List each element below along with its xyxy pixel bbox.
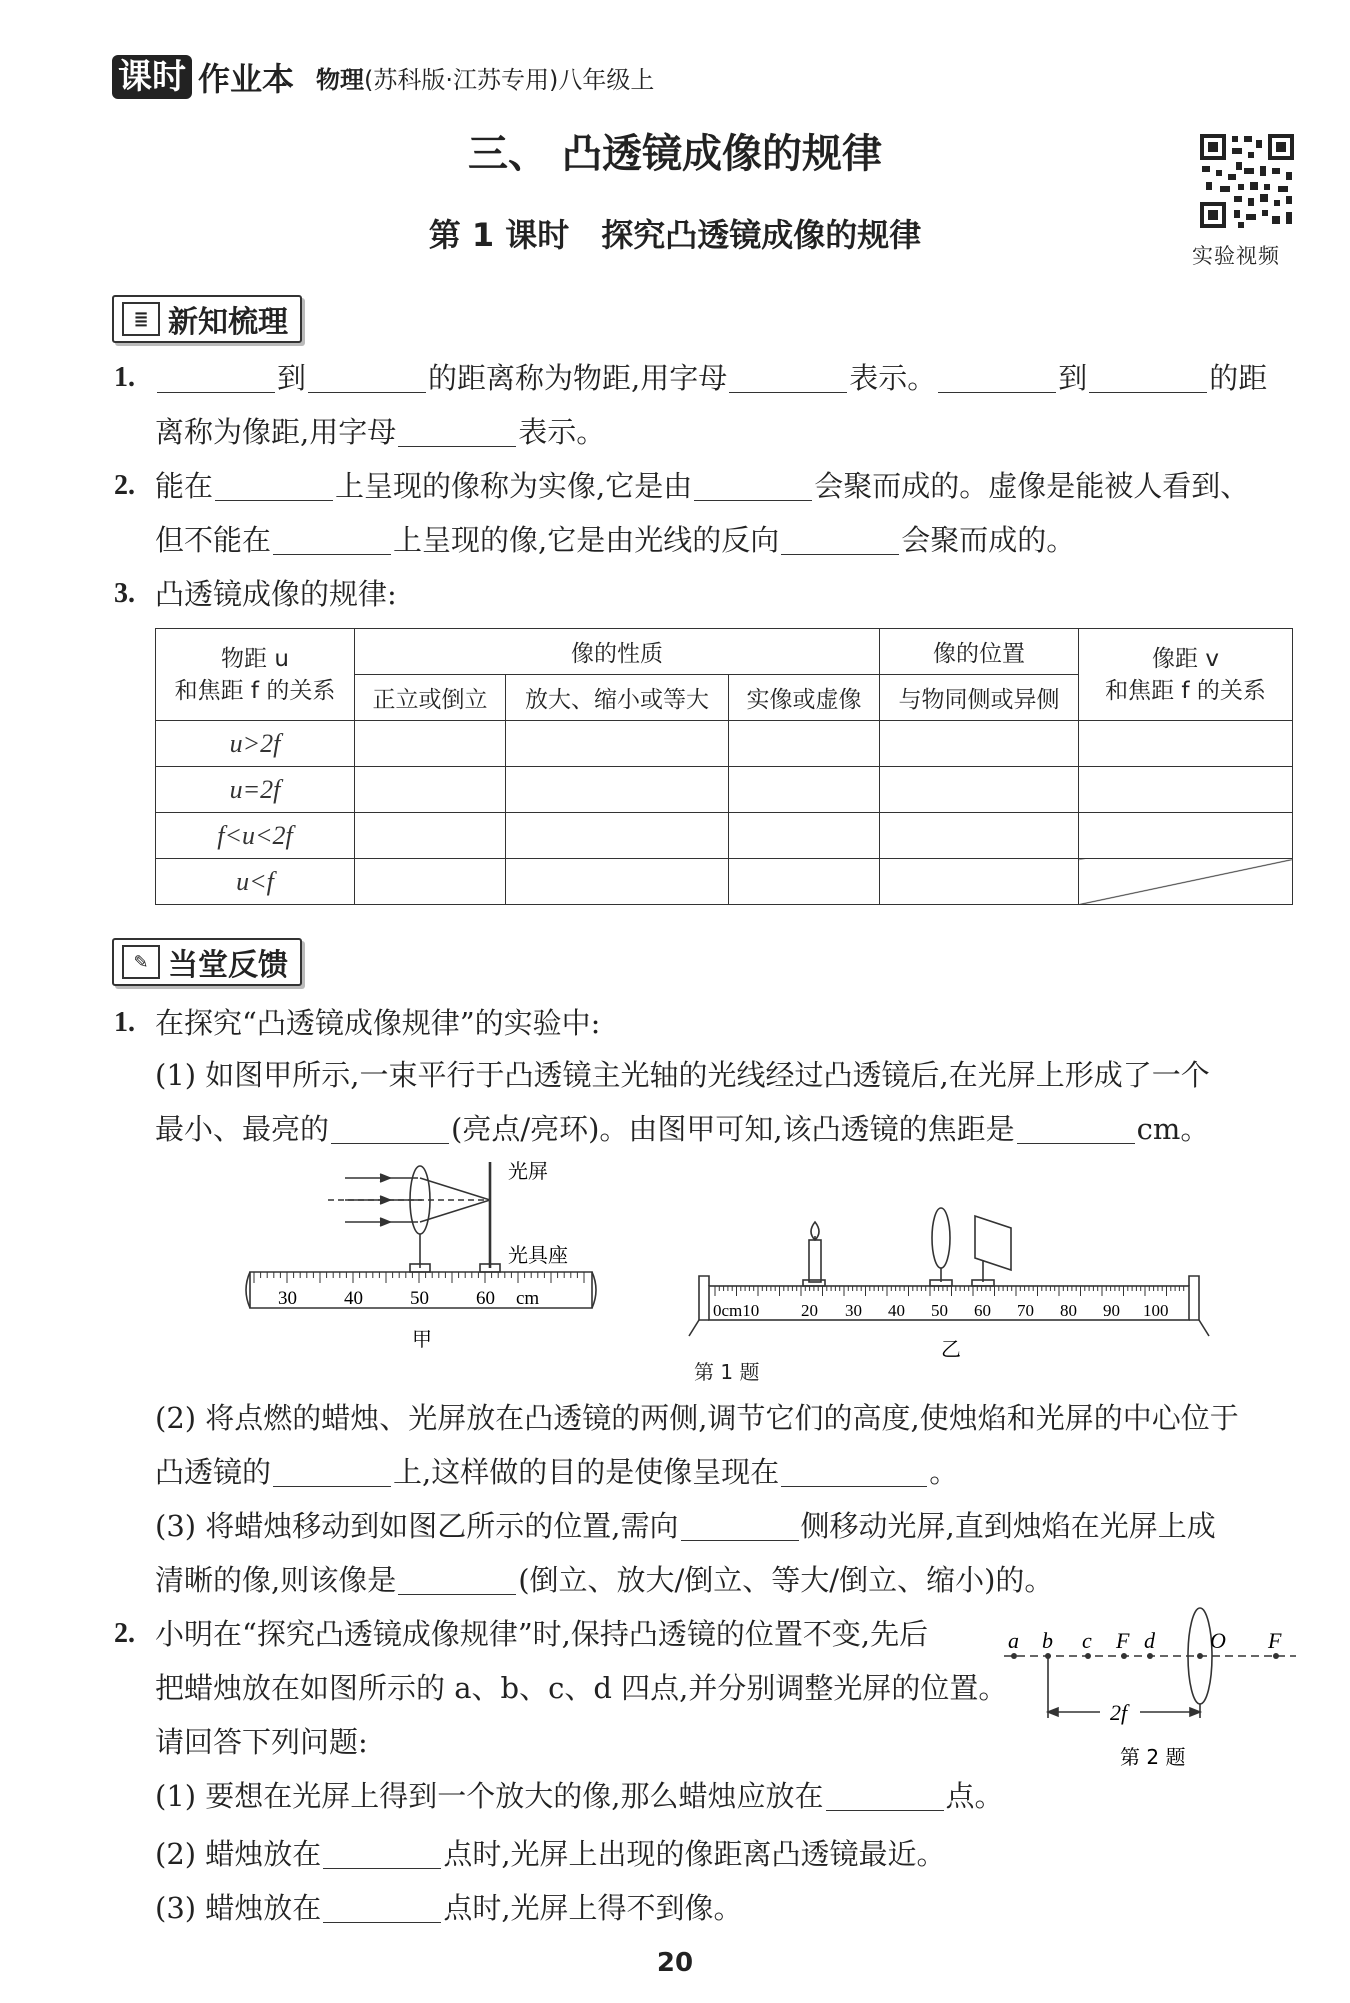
- table-cell[interactable]: [355, 721, 506, 767]
- item-1-line-1: 到 的距离称为物距,用字母 表示。 到 的距: [155, 358, 1267, 398]
- answer-blank[interactable]: [826, 1780, 944, 1811]
- table-cell[interactable]: [729, 767, 880, 813]
- answer-blank[interactable]: [781, 524, 899, 555]
- brand-logo: 课时: [112, 55, 192, 99]
- answer-blank[interactable]: [323, 1838, 441, 1869]
- answer-blank[interactable]: [273, 524, 391, 555]
- answer-blank[interactable]: [157, 362, 275, 393]
- row-header: u>2f: [156, 721, 355, 767]
- row-header: u<f: [156, 859, 355, 905]
- table-cell[interactable]: [355, 813, 506, 859]
- imaging-rules-table: [155, 628, 1293, 905]
- item-number: 2.: [114, 470, 135, 501]
- figure-b-optical-bench: [685, 1170, 1215, 1360]
- table-cell[interactable]: [880, 813, 1079, 859]
- answer-blank[interactable]: [308, 362, 426, 393]
- q2-line1: 小明在“探究凸透镜成像规律”时,保持凸透镜的位置不变,先后: [155, 1617, 929, 1651]
- col-header-image-distance: 像距 v 和焦距 f 的关系: [1079, 629, 1293, 721]
- ruler-tick-label: 70: [1017, 1301, 1034, 1320]
- sub-header: 正立或倒立: [355, 675, 506, 721]
- point-label: F: [1268, 1628, 1282, 1653]
- table-cell[interactable]: [506, 721, 729, 767]
- item-2-line-2: 但不能在 上呈现的像,它是由光线的反向 会聚而成的。: [155, 523, 1076, 557]
- qr-code[interactable]: [1198, 132, 1296, 230]
- table-cell[interactable]: [729, 859, 880, 905]
- q1-part1-line1: (1) 如图甲所示,一束平行于凸透镜主光轴的光线经过凸透镜后,在光屏上形成了一个: [155, 1058, 1210, 1092]
- table-cell[interactable]: [355, 767, 506, 813]
- answer-blank[interactable]: [681, 1510, 799, 1541]
- ruler-tick-label: 40: [888, 1301, 905, 1320]
- answer-blank[interactable]: [331, 1113, 449, 1144]
- subject-info: (苏科版·江苏专用)八年级上: [364, 65, 655, 94]
- table-cell[interactable]: [880, 859, 1079, 905]
- answer-blank[interactable]: [398, 416, 516, 447]
- point-label: a: [1008, 1628, 1019, 1653]
- table-cell[interactable]: [355, 859, 506, 905]
- q1-stem: 在探究“凸透镜成像规律”的实验中:: [155, 1006, 601, 1040]
- figure-1-caption: 第 1 题: [694, 1360, 760, 1384]
- ruler-tick-label: 50: [410, 1288, 429, 1309]
- q2-sub2: (2) 蜡烛放在 点时,光屏上出现的像距离凸透镜最近。: [155, 1837, 946, 1871]
- table-cell[interactable]: [880, 767, 1079, 813]
- answer-blank[interactable]: [781, 1456, 927, 1487]
- answer-blank[interactable]: [1017, 1113, 1135, 1144]
- table-cell[interactable]: [1079, 721, 1293, 767]
- q2-line3: 请回答下列问题:: [155, 1725, 368, 1759]
- item-1-line-2: 离称为像距,用字母 表示。: [155, 415, 606, 449]
- point-label: F: [1116, 1628, 1130, 1653]
- page-number: 20: [656, 1948, 694, 1978]
- answer-blank[interactable]: [215, 470, 333, 501]
- col-header-object-distance: 物距 u 和焦距 f 的关系: [156, 629, 355, 721]
- item-number: 1.: [114, 362, 135, 393]
- ruler-tick-label: 40: [344, 1288, 363, 1309]
- answer-blank[interactable]: [398, 1564, 516, 1595]
- label-optical-bench: 光具座: [508, 1243, 568, 1267]
- brand-suffix: 作业本: [198, 60, 295, 98]
- table-cell[interactable]: [506, 813, 729, 859]
- figure-2-lens-points: [1000, 1604, 1300, 1774]
- subject-bold: 物理: [316, 65, 365, 94]
- answer-blank[interactable]: [729, 362, 847, 393]
- figure-a-lens-focal: [240, 1160, 600, 1355]
- table-cell[interactable]: [729, 721, 880, 767]
- ruler-tick-label: 50: [931, 1301, 948, 1320]
- q2-sub3: (3) 蜡烛放在 点时,光屏上得不到像。: [155, 1891, 743, 1925]
- answer-blank[interactable]: [1089, 362, 1207, 393]
- sub-header: 与物同侧或异侧: [880, 675, 1079, 721]
- pencil-icon: ✎: [122, 945, 160, 979]
- ruler-tick-label: 90: [1103, 1301, 1120, 1320]
- ruler-unit: cm: [516, 1288, 540, 1309]
- ruler-tick-label: 30: [278, 1288, 297, 1309]
- sub-header: 放大、缩小或等大: [506, 675, 729, 721]
- figure-b-caption: 乙: [941, 1337, 961, 1360]
- q1-part3-line2: 清晰的像,则该像是 (倒立、放大/倒立、等大/倒立、缩小)的。: [155, 1563, 1054, 1597]
- table-cell[interactable]: [1079, 767, 1293, 813]
- col-group-image-position: 像的位置: [880, 629, 1079, 675]
- question-number: 2.: [114, 1618, 135, 1649]
- question-number: 1.: [114, 1007, 135, 1038]
- answer-blank[interactable]: [323, 1892, 441, 1923]
- sub-header: 实像或虚像: [729, 675, 880, 721]
- ruler-tick-label: 20: [801, 1301, 818, 1320]
- ruler-tick-label: 60: [476, 1288, 495, 1309]
- q2-line2: 把蜡烛放在如图所示的 a、b、c、d 四点,并分别调整光屏的位置。: [155, 1671, 1008, 1705]
- answer-blank[interactable]: [694, 470, 812, 501]
- answer-blank[interactable]: [938, 362, 1056, 393]
- point-label: c: [1082, 1628, 1092, 1653]
- item-3-text: 凸透镜成像的规律:: [155, 577, 397, 611]
- brand-header: [112, 54, 654, 100]
- point-label: d: [1144, 1628, 1155, 1653]
- table-cell[interactable]: [506, 767, 729, 813]
- q2-sub1: (1) 要想在光屏上得到一个放大的像,那么蜡烛应放在 点。: [155, 1779, 1004, 1813]
- answer-blank[interactable]: [273, 1456, 391, 1487]
- table-cell[interactable]: [1079, 813, 1293, 859]
- q1-part2-line2: 凸透镜的 上,这样做的目的是使像呈现在 。: [155, 1455, 959, 1489]
- ruler-tick-label: 80: [1060, 1301, 1077, 1320]
- q1-part3-line1: (3) 将蜡烛移动到如图乙所示的位置,需向 侧移动光屏,直到烛焰在光屏上成: [155, 1509, 1216, 1543]
- table-cell[interactable]: [880, 721, 1079, 767]
- point-label: b: [1042, 1628, 1053, 1653]
- item-2-line-1: 能在 上呈现的像称为实像,它是由 会聚而成的。虚像是能被人看到、: [155, 469, 1250, 503]
- distance-label: 2f: [1110, 1700, 1128, 1725]
- page-title: 三、 凸透镜成像的规律: [468, 131, 882, 177]
- table-cell[interactable]: [729, 813, 880, 859]
- section-label-new-knowledge: ≣ 新知梳理: [112, 295, 302, 343]
- section-label-feedback: ✎ 当堂反馈: [112, 938, 302, 986]
- figure-2-caption: 第 2 题: [1120, 1745, 1186, 1769]
- q1-part1-line2: 最小、最亮的 (亮点/亮环)。由图甲可知,该凸透镜的焦距是 cm。: [155, 1112, 1210, 1146]
- ruler-tick-label: 30: [845, 1301, 862, 1320]
- ruler-tick-label: 0cm10: [713, 1301, 760, 1320]
- figure-a-caption: 甲: [412, 1327, 432, 1351]
- notebook-icon: ≣: [122, 302, 160, 336]
- point-label: O: [1210, 1628, 1226, 1653]
- label-screen: 光屏: [508, 1160, 548, 1183]
- ruler-tick-label: 60: [974, 1301, 991, 1320]
- row-header: f<u<2f: [156, 813, 355, 859]
- table-cell-crossed: [1079, 859, 1293, 905]
- table-cell[interactable]: [506, 859, 729, 905]
- lesson-title: 第 1 课时 探究凸透镜成像的规律: [428, 216, 922, 254]
- qr-label: 实验视频: [1192, 244, 1280, 268]
- item-number: 3.: [114, 578, 135, 609]
- ruler-tick-label: 100: [1143, 1301, 1169, 1320]
- q1-part2-line1: (2) 将点燃的蜡烛、光屏放在凸透镜的两侧,调节它们的高度,使烛焰和光屏的中心位于: [155, 1401, 1239, 1435]
- col-group-image-nature: 像的性质: [355, 629, 880, 675]
- row-header: u=2f: [156, 767, 355, 813]
